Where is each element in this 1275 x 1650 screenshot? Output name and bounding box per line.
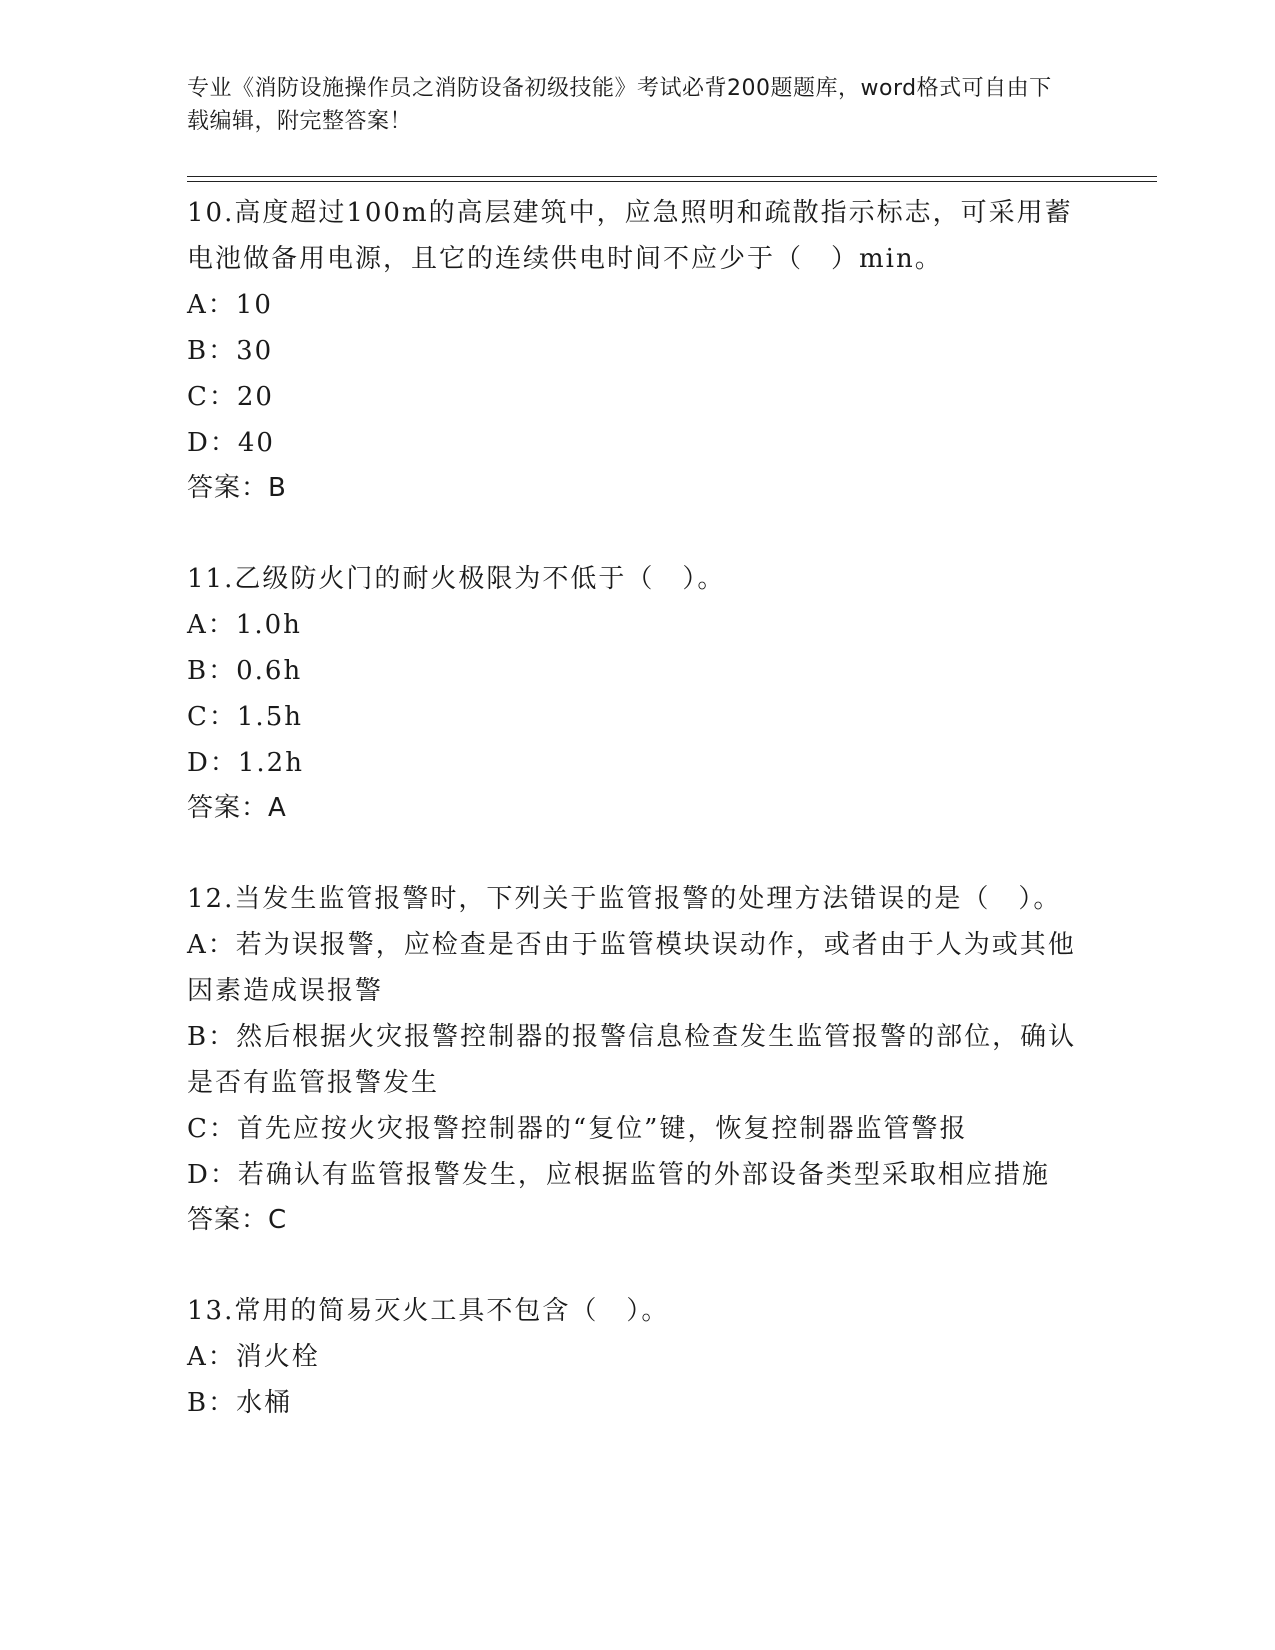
option-b: B：30	[187, 336, 274, 366]
question-10	[187, 190, 1087, 510]
answer-label: 答案：A	[187, 793, 287, 823]
question-text: 12.当发生监管报警时，下列关于监管报警的处理方法错误的是（ ）。	[187, 884, 1062, 914]
option-b: B：然后根据火灾报警控制器的报警信息检查发生监管报警的部位，确认是否有监管报警发生	[187, 1022, 1077, 1098]
question-13	[187, 1288, 1087, 1426]
option-b: B：0.6h	[187, 656, 303, 686]
document-header: 专业《消防设施操作员之消防设备初级技能》考试必背200题题库，word格式可自由下载编辑，附完整答案！	[187, 76, 1052, 134]
question-12	[187, 876, 1087, 1242]
answer-label: 答案：C	[187, 1205, 288, 1235]
option-a: A：若为误报警，应检查是否由于监管模块误动作，或者由于人为或其他因素造成误报警	[187, 930, 1076, 1006]
option-b: B：水桶	[187, 1388, 293, 1418]
answer-label: 答案：B	[187, 473, 287, 503]
question-11	[187, 556, 1087, 830]
option-d: D：40	[187, 428, 275, 458]
option-a: A：消火栓	[187, 1342, 320, 1372]
option-a: A：10	[187, 290, 273, 320]
question-text: 13.常用的简易灭火工具不包含（ ）。	[187, 1296, 670, 1326]
option-c: C：20	[187, 382, 274, 412]
question-text: 11.乙级防火门的耐火极限为不低于（ ）。	[187, 564, 726, 594]
option-c: C：首先应按火灾报警控制器的“复位”键，恢复控制器监管警报	[187, 1114, 968, 1144]
header-divider-bottom	[187, 181, 1157, 182]
header-divider-top	[187, 176, 1157, 177]
option-d: D：1.2h	[187, 748, 304, 778]
option-a: A：1.0h	[187, 610, 302, 640]
option-d: D：若确认有监管报警发生，应根据监管的外部设备类型采取相应措施	[187, 1160, 1050, 1190]
question-list	[187, 190, 1087, 1472]
question-text: 10.高度超过100m的高层建筑中，应急照明和疏散指示标志，可采用蓄电池做备用电源，且它的连续供电时间不应少于（ ）min。	[187, 198, 1073, 274]
option-c: C：1.5h	[187, 702, 303, 732]
